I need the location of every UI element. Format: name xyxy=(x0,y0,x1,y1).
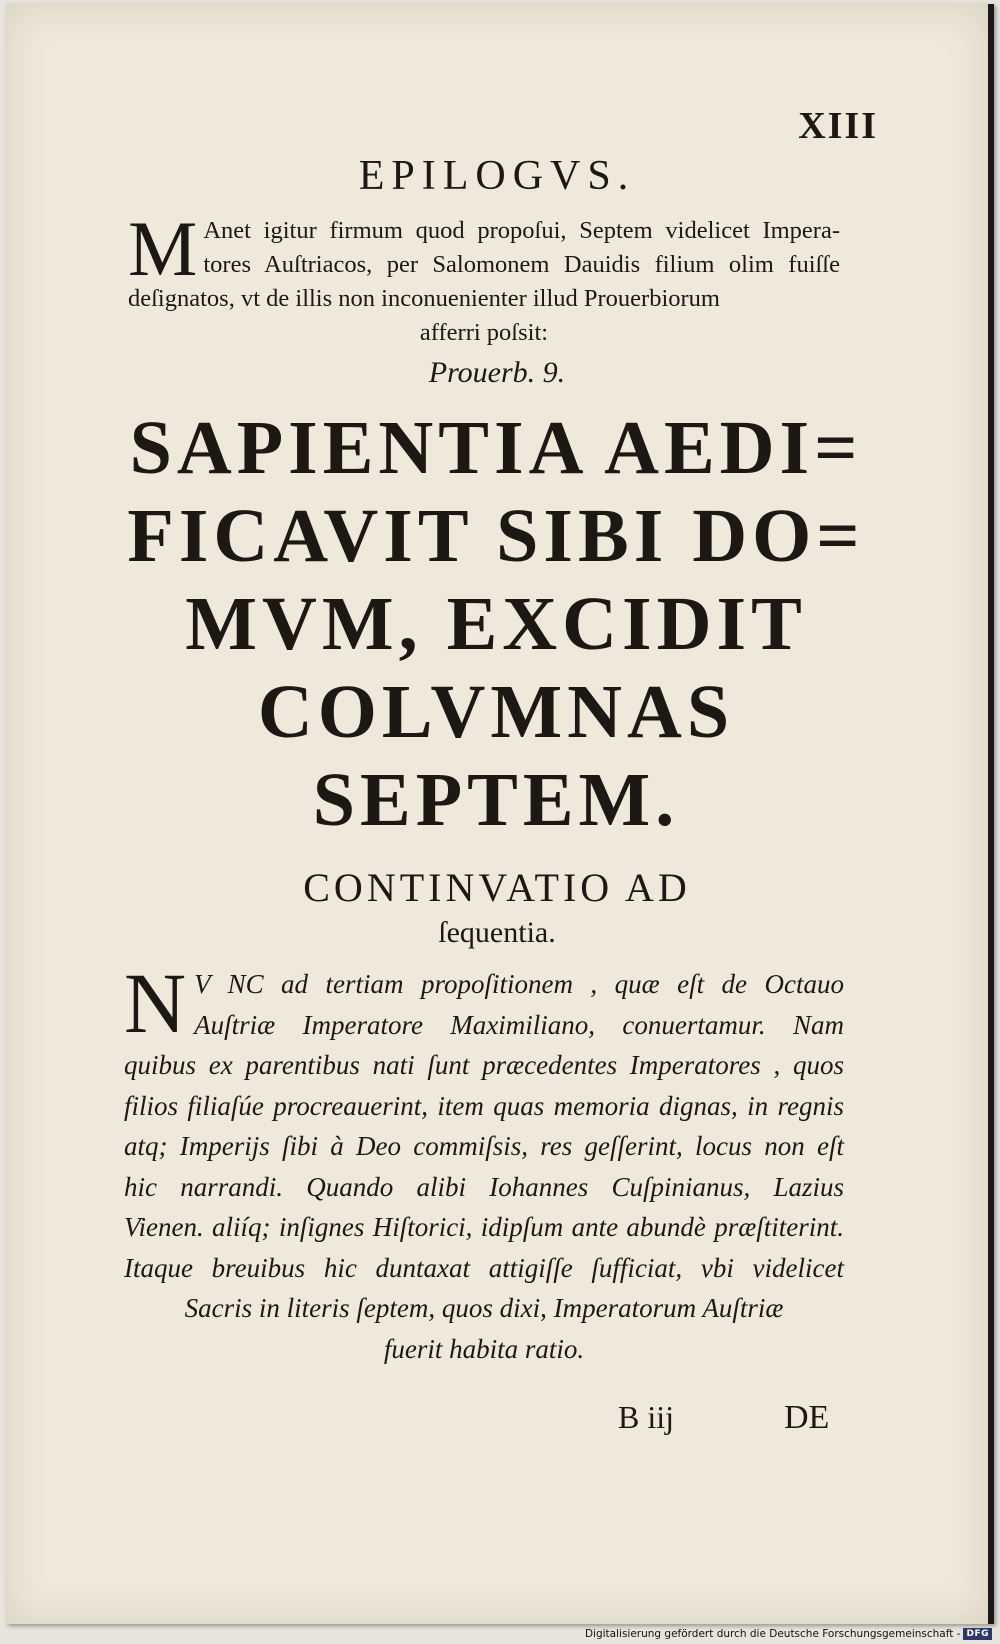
dfg-logo-icon: DFG xyxy=(963,1628,992,1640)
body-line: V NC ad tertiam propoſitionem , quæ eſt de Octauo xyxy=(194,969,844,999)
scripture-reference: Prouerb. 9. xyxy=(428,356,566,389)
quotation-line: SEPTEM. xyxy=(312,758,680,842)
quotation-line: FICAVIT SIBI DO= xyxy=(127,494,865,578)
intro-line: tores Auſtriacos, per Salomonem Dauidis filium olim fuiſſe xyxy=(203,251,840,278)
intro-line: deſignatos, vt de illis non inconuenienter illud Prouerbiorum xyxy=(128,285,720,312)
body-line: Itaque breuibus hic duntaxat attigiſſe ſufficiat, vbi videlicet xyxy=(124,1252,844,1283)
intro-drop-initial: M xyxy=(128,205,198,292)
quotation-line: MVM, EXCIDIT xyxy=(185,582,807,666)
page-folio-number: XIII xyxy=(798,105,878,147)
body-line: Vienen. aliíq; inſignes Hiſtorici, idipſum ante abundè præſtiterint. xyxy=(124,1212,844,1242)
scripture-quotation xyxy=(116,404,876,844)
body-line: filios filiaſúe procreauerint, item quas memoria dignas, in regnis xyxy=(124,1090,844,1121)
quotation-line: SAPIENTIA AEDI= xyxy=(129,406,863,490)
intro-last-line: afferri poſsit: xyxy=(419,319,549,346)
quotation-line: COLVMNAS xyxy=(257,670,735,754)
funding-text: Digitalisierung gefördert durch die Deutsche Forschungsgemeinschaft - xyxy=(584,1628,961,1640)
running-title: EPILOGVS. xyxy=(358,153,636,199)
section-subtitle: ſequentia. xyxy=(438,916,556,949)
body-paragraph xyxy=(124,955,844,1369)
funding-notice xyxy=(585,1626,992,1642)
book-page xyxy=(6,4,994,1624)
body-drop-initial: N xyxy=(124,955,187,1051)
intro-paragraph xyxy=(128,205,840,350)
body-line: Sacris in literis ſeptem, quos dixi, Imperatorum Auſtriæ xyxy=(184,1293,784,1323)
body-line: hic narrandi. Quando alibi Iohannes Cuſpinianus, Lazius xyxy=(124,1171,844,1202)
body-line: atq; Imperijs ſibi à Deo commiſsis, res geſſerint, locus non eſt xyxy=(124,1131,844,1161)
section-title: CONTINVATIO AD xyxy=(303,865,691,910)
body-line: fuerit habita ratio. xyxy=(383,1333,585,1364)
intro-line: Anet igitur firmum quod propoſui, Septem videlicet Impera- xyxy=(203,217,840,244)
catchword: DE xyxy=(784,1399,830,1436)
signature-mark: B iij xyxy=(618,1399,675,1435)
body-line: Auſtriæ Imperatore Maximiliano, conuertamur. Nam xyxy=(194,1009,844,1040)
body-line: quibus ex parentibus nati ſunt præcedentes Imperatores , quos xyxy=(124,1050,844,1080)
